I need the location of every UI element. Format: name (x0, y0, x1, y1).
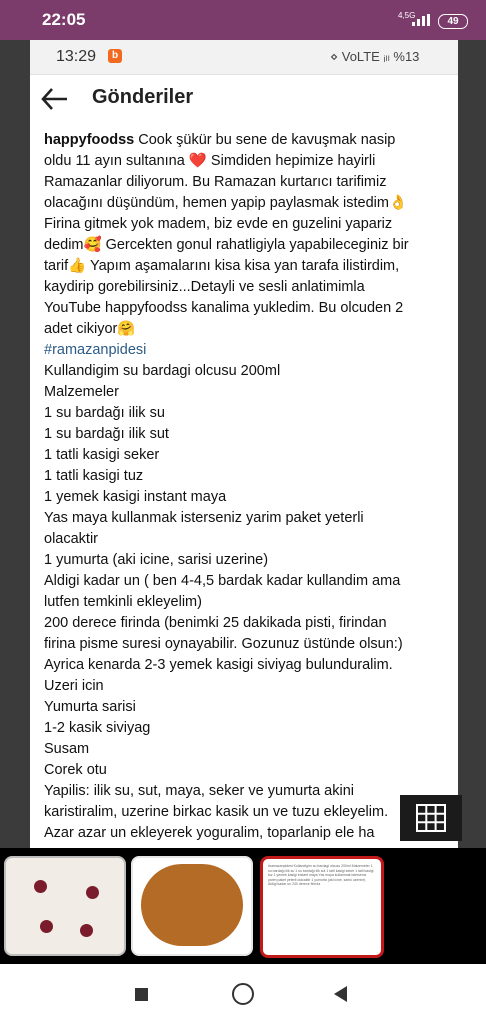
recipe-line: 1-2 kasik siviyag (44, 720, 151, 736)
thumbnail-dough-with-cherries[interactable] (4, 856, 126, 956)
triangle-back-icon[interactable] (334, 986, 347, 1002)
displayed-screenshot (30, 40, 458, 848)
recipe-line: lutfen temkinli ekleyelim) (44, 594, 202, 610)
recipe-line: 200 derece firinda (benimki 25 dakikada pisti, firindan (44, 615, 387, 631)
page-title: Gönderiler (92, 86, 194, 108)
recipe-line: 1 tatli kasigi seker (44, 447, 160, 463)
app-notification-icon: b (108, 49, 122, 63)
caption-first-text: Cook şükür bu sene de kavuşmak nasip (134, 132, 396, 148)
recipe-line: Susam (44, 741, 90, 757)
thumbnail-strip (0, 848, 486, 964)
image-viewer (0, 40, 486, 848)
caption-line: kaydirip gorebilirsiniz...Detayli ve sesli anlatimimla (44, 279, 365, 295)
cherry-decoration (40, 920, 53, 933)
recipe-line: Ayrica kenarda 2-3 yemek kasigi siviyag bulunduralim. (44, 657, 393, 673)
recipe-line: Yas maya kullanmak isterseniz yarim paket yeterli (44, 510, 364, 526)
caption-first-line (44, 130, 449, 151)
back-arrow-icon[interactable] (38, 84, 70, 114)
recipe-line: firina pisme suresi oynayabilir. Gozunuz üstünde olsun:) (44, 636, 403, 652)
system-status-bar (0, 0, 486, 40)
caption-line: dedim🥰 Gercekten gonul rahatligiyla yapabileceginiz bir (44, 237, 409, 253)
recipe-line: Yapilis: ilik su, sut, maya, seker ve yumurta akini (44, 783, 354, 799)
caption-line: tarif👍 Yapım aşamalarını kisa kisa yan tarafa ilistirdim, (44, 258, 400, 274)
recipe-line: olacaktir (44, 531, 98, 547)
battery-icon: 49 (438, 14, 468, 29)
recipe-line: Yumurta sarisi (44, 699, 136, 715)
caption-line: Ramazanlar diliyorum. Bu Ramazan kurtarıcı tarifimiz (44, 174, 387, 190)
recipe-line: Uzeri icin (44, 678, 104, 694)
caption-line: adet cikiyor🤗 (44, 321, 136, 337)
thumbnail-text: #ramazanpidesi Kullandigim su bardagi olcusu 200ml Malzemeler 1 su bardağı ilik su 1 su bardağı ilik sut 1 tatli kasigi seker 1 tatli kasigi tuz 1 yemek kasigi instant maya Yas maya kullanmak isterseniz yarim paket yeterli olacaktir 1 yumurta (aki icine, sarisi uzerine) Aldigi kadar un 200 derece firinda (268, 864, 374, 887)
caption-username[interactable]: happyfoodss (44, 132, 135, 148)
hashtag-link[interactable]: #ramazanpidesi (44, 342, 147, 358)
status-time: 22:05 (42, 10, 86, 29)
recipe-line: 1 su bardağı ilik su (44, 405, 165, 421)
caption-line: oldu 11 ayın sultanına ❤️ Simdiden hepimize hayirli (44, 153, 376, 169)
recipe-line: Aldigi kadar un ( ben 4-4,5 bardak kadar kullandim ama (44, 573, 401, 589)
thumbnail-baked-bread[interactable] (131, 856, 253, 956)
inner-status-icons: ⋄ VoLTE ᵢₗₗ %13 (330, 49, 420, 64)
cherry-decoration (86, 886, 99, 899)
cherry-decoration (34, 880, 47, 893)
thumbnail-recipe-text[interactable] (260, 856, 384, 958)
recipe-line: 1 yumurta (aki icine, sarisi uzerine) (44, 552, 269, 568)
post-caption (44, 130, 449, 844)
bread-image (141, 864, 243, 946)
cherry-decoration (80, 924, 93, 937)
caption-line: olacağını düşündüm, hemen yapip paylasmak istedim👌 (44, 195, 408, 211)
recipe-line: karistiralim, uzerine birkac kasik un ve tuzu ekleyelim. (44, 804, 389, 820)
caption-line: Firina gitmek yok madem, biz evde en guzelini yapariz (44, 216, 393, 232)
app-bar (30, 76, 458, 122)
signal-icon (412, 14, 430, 26)
square-nav-icon[interactable] (135, 988, 148, 1001)
recipe-line: Malzemeler (44, 384, 119, 400)
grid-icon (400, 795, 462, 841)
home-circle-icon[interactable] (232, 983, 254, 1005)
inner-status-time: 13:29 (56, 48, 97, 65)
recipe-line: 1 su bardağı ilik sut (44, 426, 169, 442)
recipe-line: Kullandigim su bardagi olcusu 200ml (44, 363, 281, 379)
recipe-line: Corek otu (44, 762, 107, 778)
caption-line: YouTube happyfoodss kanalima yukledim. Bu olcuden 2 (44, 300, 404, 316)
network-type: 4,5G (398, 11, 416, 20)
recipe-line: 1 yemek kasigi instant maya (44, 489, 227, 505)
inner-status-bar (30, 40, 458, 75)
grid-view-button[interactable] (400, 795, 462, 841)
navigation-bar (0, 964, 486, 1024)
recipe-line: 1 tatli kasigi tuz (44, 468, 144, 484)
recipe-line: Azar azar un ekleyerek yoguralim, toparlanip ele ha (44, 825, 375, 841)
